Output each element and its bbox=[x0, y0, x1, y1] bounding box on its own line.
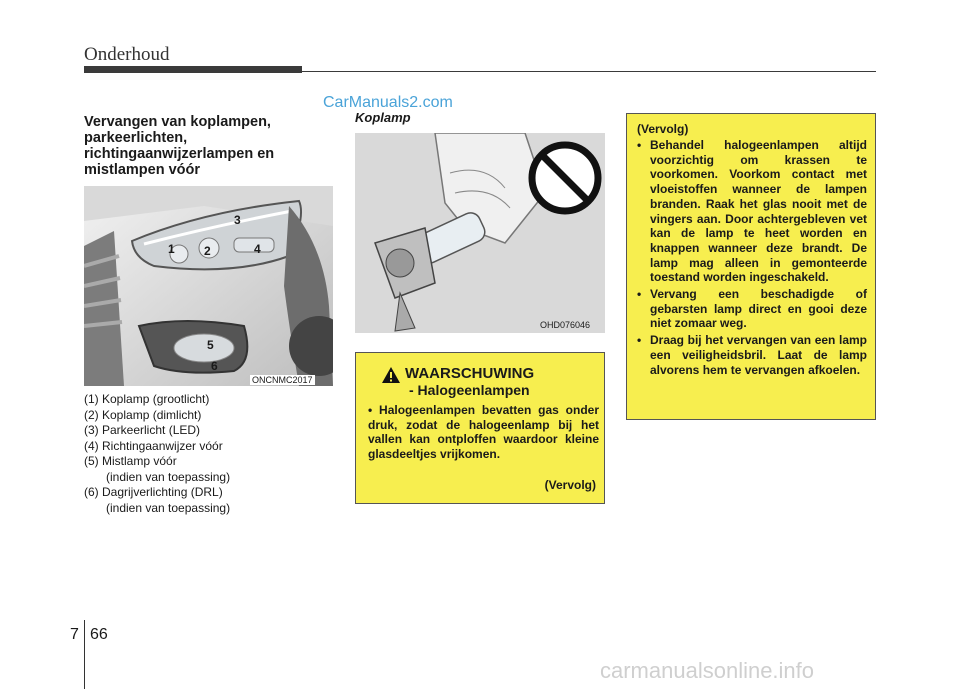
list-item: (6) Dagrijverlichting (DRL) (indien van toepassing) bbox=[84, 485, 231, 515]
continuation-list bbox=[637, 138, 867, 379]
continuation-heading: (Vervolg) bbox=[637, 122, 689, 136]
warning-title: WAARSCHUWING bbox=[405, 365, 535, 382]
list-item: • Vervang een beschadigde of gebarsten lamp direct en gooi deze niet zomaar weg. bbox=[637, 287, 867, 331]
figure-code: OHD076046 bbox=[540, 320, 591, 330]
list-item: • Behandel halogeenlampen altijd voorzichtig om krassen te voorkomen. Voorkom contact met vloeistoffen wanneer de lampen branden. Raak het glas nooit met de vingers aan. Door achtergebleven vet kan de lamp te heet worden en knappen wanneer deze brandt. De lamp mag alleen in gemonteerde toestand worden ingeschakeld. bbox=[637, 138, 867, 285]
header-rule bbox=[302, 71, 876, 72]
callout-5: 5 bbox=[207, 338, 214, 352]
callout-3: 3 bbox=[234, 213, 241, 227]
chapter-number: 7 bbox=[70, 626, 79, 643]
callout-6: 6 bbox=[211, 359, 218, 373]
callout-1: 1 bbox=[168, 242, 175, 256]
warning-text: • Halogeenlampen bevatten gas onder druk, zodat de halogeenlamp bij het vallen kan ontploffen waardoor kleine glasdeeltjes vrijkomen. bbox=[368, 403, 599, 461]
halogen-bulb-figure bbox=[355, 133, 605, 333]
heading-line: Vervangen van koplampen, bbox=[84, 114, 271, 130]
figure-label: Koplamp bbox=[355, 110, 411, 125]
car-front-illustration bbox=[84, 186, 333, 386]
figure-code: ONCNMC2017 bbox=[252, 375, 313, 385]
heading-line: mistlampen vóór bbox=[84, 162, 201, 178]
list-item: (4) Richtingaanwijzer vóór bbox=[84, 438, 223, 453]
headlamp-figure bbox=[84, 186, 333, 386]
callout-4: 4 bbox=[254, 242, 261, 256]
warning-triangle-icon bbox=[382, 367, 400, 383]
page-number: 66 bbox=[90, 626, 108, 643]
heading-line: parkeerlichten, bbox=[84, 130, 188, 146]
header-title: Onderhoud bbox=[84, 44, 170, 65]
warning-box bbox=[355, 352, 605, 504]
parts-list bbox=[84, 392, 344, 516]
footer-watermark-link[interactable]: carmanualsonline.info bbox=[600, 658, 815, 683]
list-item: (5) Mistlamp vóór (indien van toepassing) bbox=[84, 454, 231, 484]
continued-label: (Vervolg) bbox=[544, 478, 596, 492]
warning-subtitle: - Halogeenlampen bbox=[409, 382, 530, 398]
list-item: (1) Koplamp (grootlicht) bbox=[84, 392, 210, 406]
section-heading bbox=[84, 114, 304, 178]
list-item: (2) Koplamp (dimlicht) bbox=[84, 407, 202, 422]
hand-bulb-illustration bbox=[355, 133, 605, 333]
continuation-box bbox=[626, 113, 876, 420]
watermark-link[interactable]: CarManuals2.com bbox=[323, 94, 453, 111]
callout-2: 2 bbox=[204, 244, 211, 258]
header-bar bbox=[84, 66, 302, 73]
list-item: • Draag bij het vervangen van een lamp een veiligheidsbril. Laat de lamp alvorens hem te vervangen afkoelen. bbox=[637, 333, 867, 377]
list-item: (3) Parkeerlicht (LED) bbox=[84, 423, 201, 437]
page-divider bbox=[84, 620, 85, 689]
heading-line: richtingaanwijzerlampen en bbox=[84, 146, 275, 162]
